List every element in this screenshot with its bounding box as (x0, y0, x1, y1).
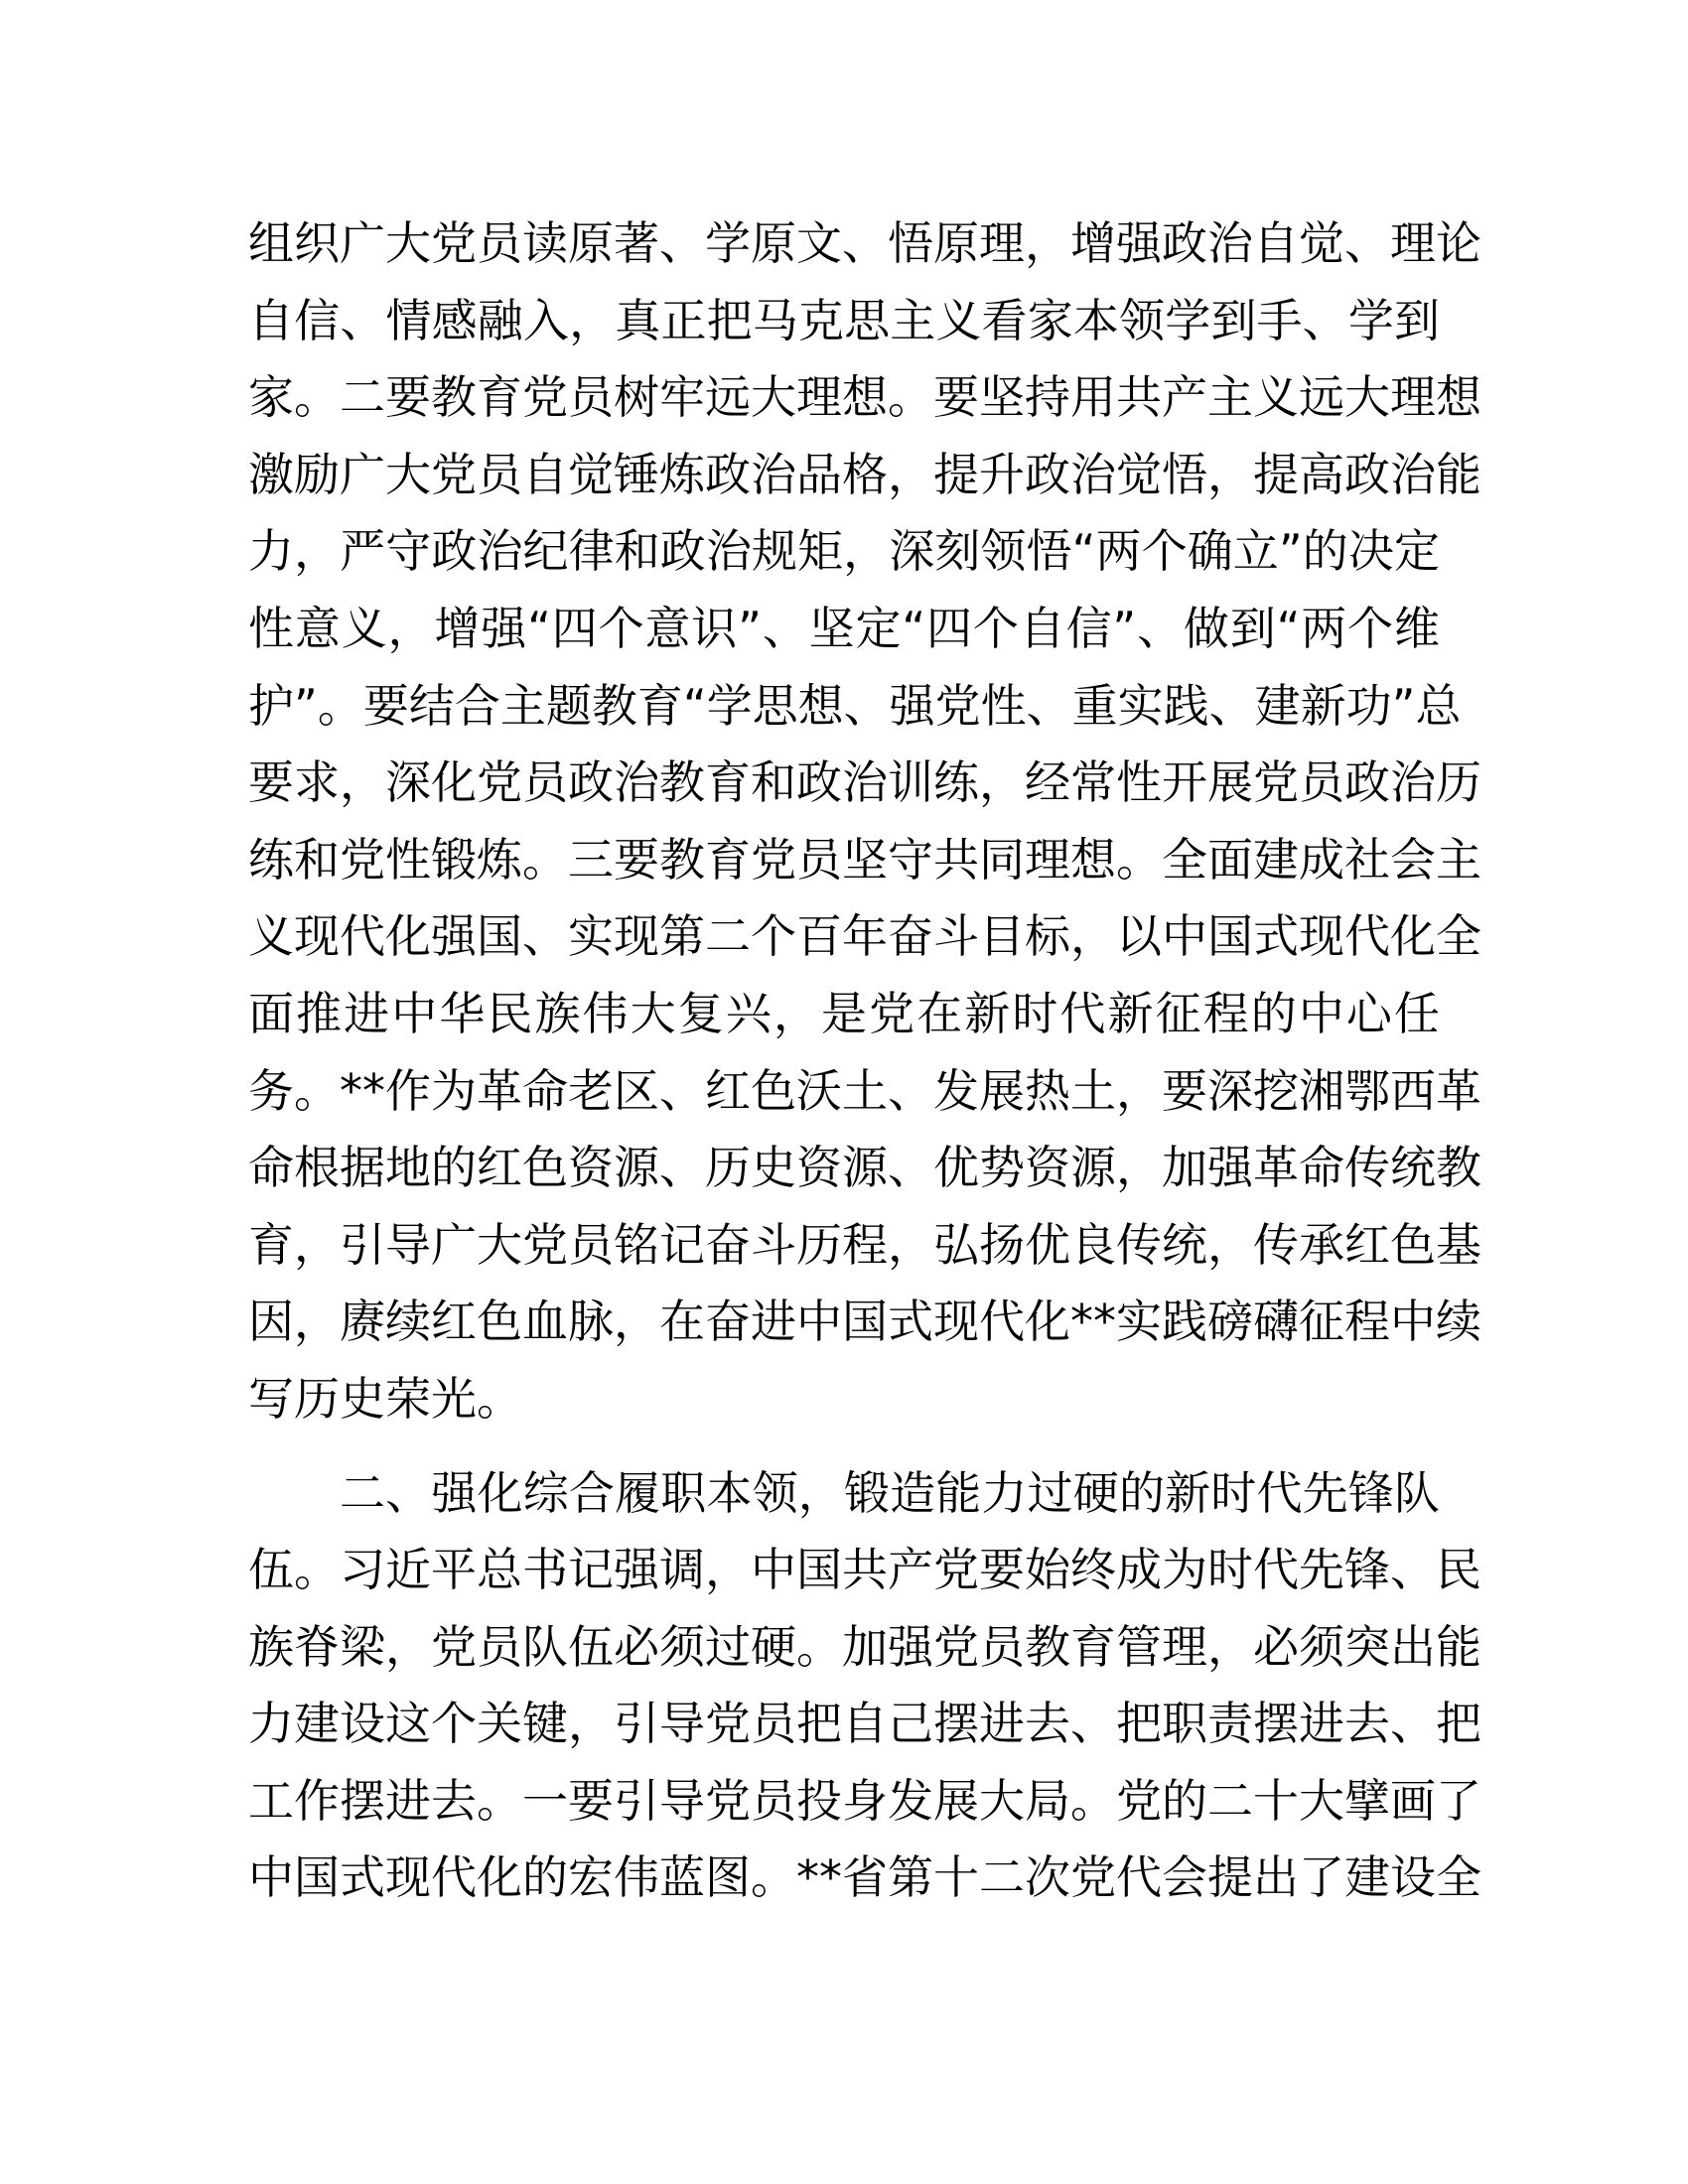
text-line: 激励广大党员自觉锤炼政治品格，提升政治觉悟，提高政治能 (248, 447, 1481, 501)
paragraph-1 (248, 205, 1481, 1438)
text-line: 家。二要教育党员树牢远大理想。要坚持用共产主义远大理想 (248, 370, 1481, 425)
text-line: 族脊梁，党员队伍必须过硬。加强党员教育管理，必须突出能 (248, 1619, 1481, 1674)
text-line: 因，赓续红色血脉，在奋进中国式现代化**实践磅礴征程中续 (248, 1295, 1481, 1349)
text-line-paragraph-end: 写历史荣光。 (248, 1371, 522, 1426)
section-heading-line: 二、强化综合履职本领，锻造能力过硬的新时代先锋队 (340, 1465, 1440, 1520)
text-line: 力建设这个关键，引导党员把自己摆进去、把职责摆进去、把 (248, 1697, 1481, 1751)
text-line: 义现代化强国、实现第二个百年奋斗目标，以中国式现代化全 (248, 909, 1481, 964)
text-line: 性意义，增强“四个意识”、坚定“四个自信”、做到“两个维 (248, 601, 1440, 655)
text-line: 护”。要结合主题教育“学思想、强党性、重实践、建新功”总 (248, 678, 1462, 733)
text-line: 面推进中华民族伟大复兴，是党在新时代新征程的中心任 (248, 986, 1440, 1040)
text-line: 工作摆进去。一要引导党员投身发展大局。党的二十大擘画了 (248, 1773, 1481, 1828)
text-line: 育，引导广大党员铭记奋斗历程，弘扬优良传统，传承红色基 (248, 1217, 1481, 1272)
text-line: 中国式现代化的宏伟蓝图。**省第十二次党代会提出了建设全 (248, 1850, 1481, 1905)
text-line: 自信、情感融入，真正把马克思主义看家本领学到手、学到 (248, 293, 1440, 347)
text-line: 组织广大党员读原著、学原文、悟原理，增强政治自觉、理论 (248, 216, 1481, 270)
text-line: 命根据地的红色资源、历史资源、优势资源，加强革命传统教 (248, 1141, 1481, 1195)
paragraph-2 (248, 1455, 1481, 1918)
text-line: 要求，深化党员政治教育和政治训练，经常性开展党员政治历 (248, 755, 1481, 810)
text-line: 力，严守政治纪律和政治规矩，深刻领悟“两个确立”的决定 (248, 524, 1440, 579)
document-body (248, 205, 1481, 1917)
text-line: 伍。习近平总书记强调，中国共产党要始终成为时代先锋、民 (248, 1543, 1481, 1597)
text-line: 务。**作为革命老区、红色沃土、发展热土，要深挖湘鄂西革 (248, 1063, 1481, 1118)
text-line: 练和党性锻炼。三要教育党员坚守共同理想。全面建成社会主 (248, 832, 1481, 887)
